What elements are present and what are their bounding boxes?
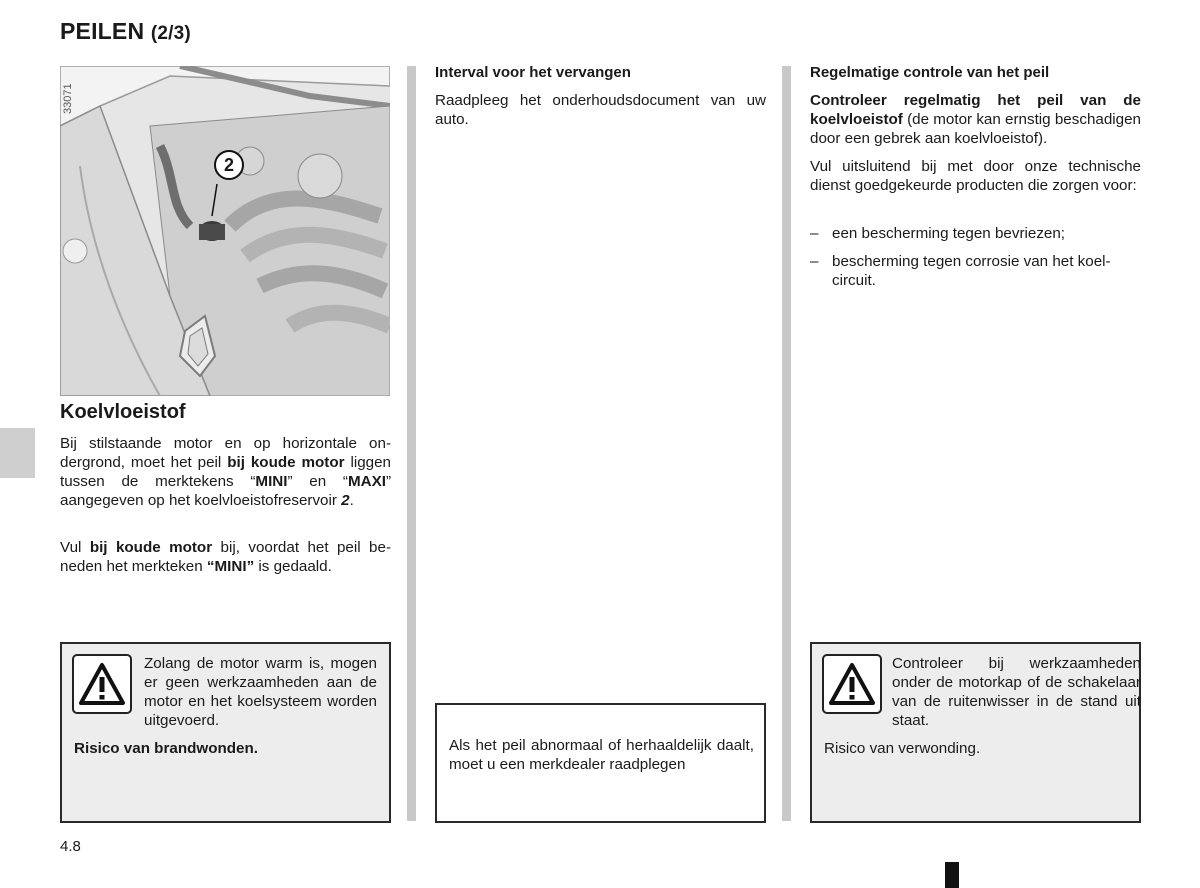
section-tab <box>0 428 35 478</box>
warning-box-injury <box>810 642 1141 823</box>
left-paragraph-2: Vul bij koude motor bij, voordat het peil beneden het merkteken “MINI” is gedaald. <box>60 539 392 575</box>
list-dash: – <box>810 225 819 242</box>
page-title <box>60 18 191 45</box>
warning-emphasis: Risico van verwonding. <box>824 740 981 757</box>
warning-text: Zolang de motor warm is, mogen er geen werkzaamheden aan de motor en het koelsysteem worden uitgevoerd. <box>144 655 377 729</box>
callout-number: 2 <box>223 155 234 175</box>
protection-list <box>810 224 1141 290</box>
list-item <box>810 252 1141 290</box>
column-divider-2 <box>782 66 791 821</box>
warning-triangle-icon <box>72 654 132 714</box>
page-title-part: (2/3) <box>150 23 191 44</box>
regular-check-heading: Regelmatige controle van het peil <box>810 64 1050 81</box>
interval-heading: Interval voor het vervangen <box>435 64 631 81</box>
column-divider-1 <box>407 66 416 821</box>
right-paragraph-1: Controleer regelmatig het peil van de koelvloeistof (de motor kan ernstig beschadigen door een gebrek aan koelvloeistof). <box>810 92 1141 147</box>
right-paragraph-2: Vul uitsluitend bij met door onze technische dienst goedgekeurde producten die zorgen voor: <box>810 158 1141 194</box>
warning-text: Controleer bij werkzaamheden onder de motorkap of de schakelaar van de ruitenwisser in de stand uit staat. <box>892 655 1141 729</box>
list-dash: – <box>810 253 819 270</box>
list-item <box>810 224 1141 243</box>
warning-box-burns <box>60 642 391 823</box>
figure-number: 33071 <box>62 83 74 114</box>
left-paragraph-1: Bij stilstaande motor en op horizontale ondergrond, moet het peil bij koude motor liggen tussen de merktekens “MINI” en “MAXI” aangegeven op het koelvloeistofreservoir 2. <box>60 435 392 509</box>
page-number: 4.8 <box>60 838 81 855</box>
engine-illustration <box>60 66 390 396</box>
interval-paragraph: Raadpleeg het onderhoudsdocument van uw auto. <box>435 92 766 128</box>
page-title-main: PEILEN <box>60 18 145 44</box>
engine-drawing <box>60 66 390 396</box>
section-heading: Koelvloeistof <box>60 401 186 423</box>
note-box <box>435 703 766 823</box>
warning-triangle-icon <box>822 654 882 714</box>
note-text: Als het peil abnormaal of herhaaldelijk daalt, moet u een merkdealer raadplegen <box>449 737 754 773</box>
list-item-text: bescherming tegen corrosie van het koelcircuit. <box>832 253 1111 289</box>
warning-emphasis: Risico van brandwonden. <box>74 740 258 757</box>
list-item-text: een bescherming tegen bevriezen; <box>832 225 1066 242</box>
edge-marker <box>945 862 959 888</box>
